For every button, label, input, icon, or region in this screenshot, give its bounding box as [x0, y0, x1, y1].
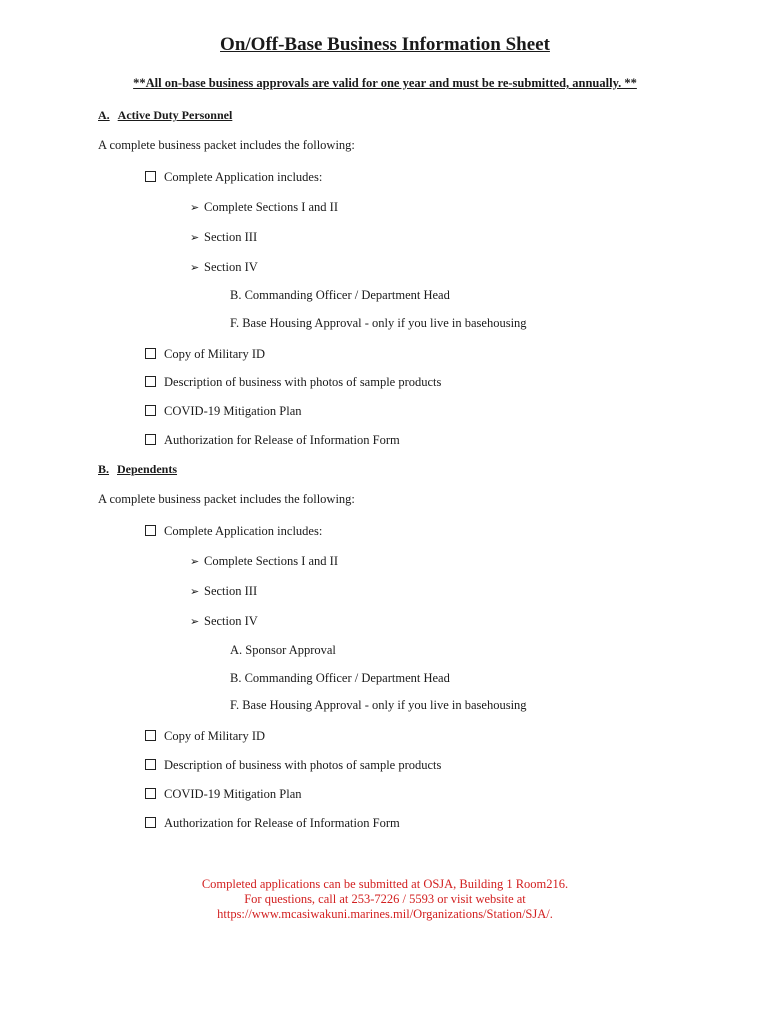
checklist-text: COVID-19 Mitigation Plan [164, 404, 302, 418]
checkbox-icon[interactable] [145, 405, 156, 416]
checkbox-icon[interactable] [145, 730, 156, 741]
section-b-heading [98, 462, 177, 477]
submission-footer [0, 877, 770, 922]
section-b-bullet-3 [190, 614, 258, 629]
section-a-check-3 [145, 404, 302, 419]
section-b-subitem-2: B. Commanding Officer / Department Head [230, 671, 450, 685]
section-b-bullet-2 [190, 584, 257, 599]
validity-notice: **All on-base business approvals are valid for one year and must be re-submitted, annually. ** [133, 76, 637, 90]
section-a-application-item [145, 170, 322, 185]
checklist-text: Copy of Military ID [164, 347, 266, 361]
section-a-intro: A complete business packet includes the following: [98, 138, 355, 152]
checkbox-icon[interactable] [145, 348, 156, 359]
section-a-check-1 [145, 347, 265, 362]
section-a-bullet-3 [190, 260, 258, 275]
bullet-text: Complete Sections I and II [204, 200, 338, 214]
section-b-check-1 [145, 729, 265, 744]
section-b-title: Dependents [117, 462, 178, 476]
arrow-bullet-icon: ➢ [190, 232, 200, 244]
section-b-bullet-1 [190, 554, 338, 569]
section-b-intro: A complete business packet includes the following: [98, 492, 355, 506]
footer-line-1: Completed applications can be submitted at OSJA, Building 1 Room216. [201, 877, 569, 891]
bullet-text: Complete Sections I and II [204, 554, 338, 568]
section-a-bullet-2 [190, 230, 257, 245]
section-b-check-2 [145, 758, 441, 773]
checklist-text: Copy of Military ID [164, 729, 266, 743]
section-a-heading [98, 108, 232, 123]
checklist-text: Description of business with photos of sample products [164, 375, 442, 389]
section-a-title: Active Duty Personnel [117, 108, 233, 122]
arrow-bullet-icon: ➢ [190, 616, 200, 628]
arrow-bullet-icon: ➢ [190, 262, 200, 274]
checklist-text: Authorization for Release of Information Form [164, 816, 400, 830]
bullet-text: Section III [204, 230, 258, 244]
section-a-subitem-2: F. Base Housing Approval - only if you live in basehousing [230, 316, 527, 330]
checkbox-icon[interactable] [145, 525, 156, 536]
section-a-subitem-1: B. Commanding Officer / Department Head [230, 288, 450, 302]
checklist-text: Description of business with photos of sample products [164, 758, 442, 772]
application-label: Complete Application includes: [164, 170, 323, 184]
checklist-text: Authorization for Release of Information Form [164, 433, 400, 447]
checkbox-icon[interactable] [145, 759, 156, 770]
checkbox-icon[interactable] [145, 817, 156, 828]
checkbox-icon[interactable] [145, 376, 156, 387]
bullet-text: Section IV [204, 614, 258, 628]
arrow-bullet-icon: ➢ [190, 586, 200, 598]
application-label: Complete Application includes: [164, 524, 323, 538]
section-b-subitem-3: F. Base Housing Approval - only if you live in basehousing [230, 698, 527, 712]
checkbox-icon[interactable] [145, 788, 156, 799]
section-a-bullet-1 [190, 200, 338, 215]
section-b-check-4 [145, 816, 400, 831]
section-b-letter: B. [98, 462, 110, 476]
footer-website-link[interactable]: https://www.mcasiwakuni.marines.mil/Organizations/Station/SJA/. [217, 907, 553, 921]
bullet-text: Section IV [204, 260, 258, 274]
section-a-check-2 [145, 375, 441, 390]
footer-line-2: For questions, call at 253-7226 / 5593 or visit website at [244, 892, 526, 906]
section-a-letter: A. [98, 108, 110, 122]
checkbox-icon[interactable] [145, 434, 156, 445]
section-b-subitem-1: A. Sponsor Approval [230, 643, 336, 657]
checkbox-icon[interactable] [145, 171, 156, 182]
arrow-bullet-icon: ➢ [190, 556, 200, 568]
page-title: On/Off-Base Business Information Sheet [220, 34, 550, 55]
section-a-check-4 [145, 433, 400, 448]
section-b-application-item [145, 524, 322, 539]
section-b-check-3 [145, 787, 302, 802]
arrow-bullet-icon: ➢ [190, 202, 200, 214]
bullet-text: Section III [204, 584, 258, 598]
checklist-text: COVID-19 Mitigation Plan [164, 787, 302, 801]
